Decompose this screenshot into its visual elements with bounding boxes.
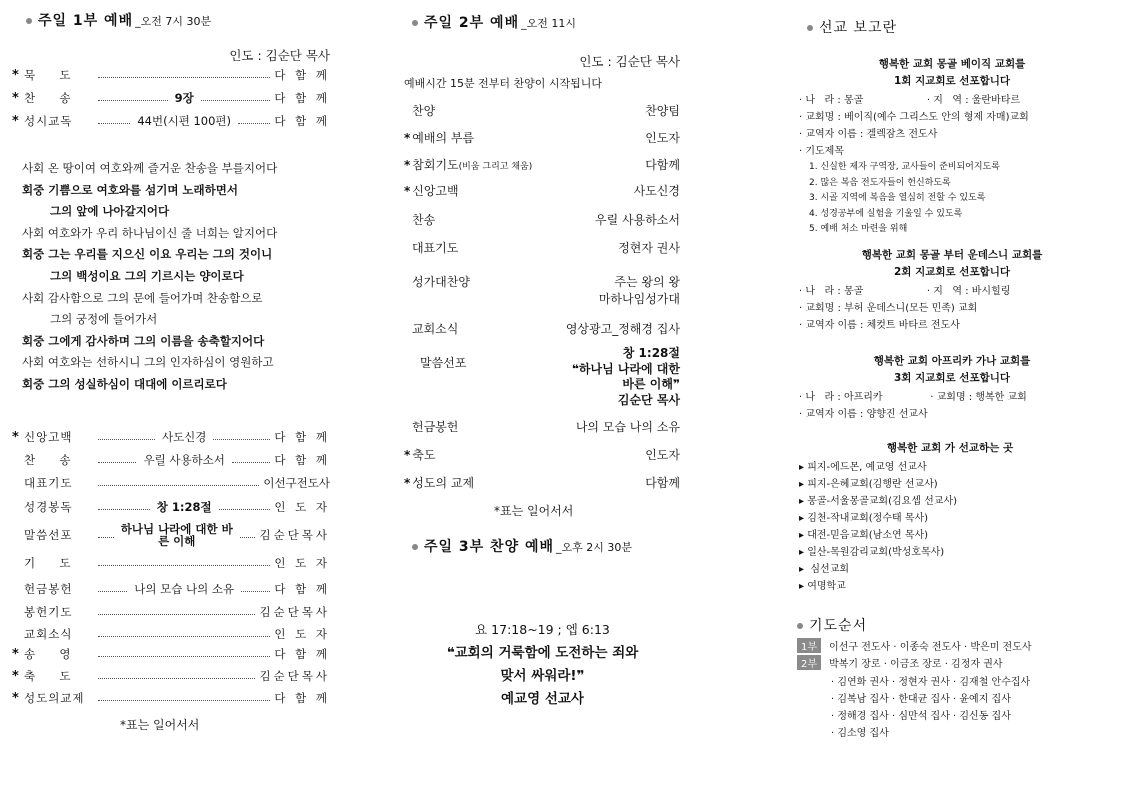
- order-row: [404, 273, 680, 290]
- order-detail: 9장: [174, 91, 194, 105]
- order-label: [404, 273, 470, 290]
- order-label: 말씀선포: [24, 528, 73, 542]
- order-label-text: 헌금봉헌: [412, 420, 459, 434]
- star-mark: *: [404, 158, 411, 172]
- mission-place: ▸ 여명학교: [799, 581, 846, 592]
- order-row: [404, 182, 680, 199]
- order-detail: 우릴 사용하소서: [143, 453, 225, 467]
- service1-top-order: [12, 66, 330, 136]
- dotted-leader: [98, 77, 270, 78]
- mission-block-heading: 행복한 교회 몽골 부터 운데스니 교회를: [861, 248, 1043, 261]
- order-detail: 사도신경: [161, 430, 207, 444]
- service3-verse: 요 17:18~19 ; 엡 6:13: [475, 622, 610, 637]
- dotted-leader: [98, 678, 255, 679]
- order-person: 인 도 자: [274, 627, 330, 641]
- order-detail: 44번(시편 100편): [137, 114, 232, 128]
- mission-place: ▸ 대전-믿음교회(남소연 목사): [799, 530, 929, 541]
- service1-heading: [26, 10, 211, 30]
- star-mark: *: [12, 690, 19, 706]
- star-mark: *: [404, 448, 411, 462]
- order-label: 헌금봉헌: [24, 582, 73, 596]
- order-row: [404, 102, 680, 119]
- order-label-text: 성가대찬양: [412, 275, 470, 289]
- service2-time: _오전 11시: [521, 17, 576, 30]
- order-detail: 창 1:28절: [156, 500, 212, 514]
- order-label-text: 교회소식: [412, 322, 459, 336]
- prayer-names-line: · 김복남 집사 · 한대균 집사 · 윤예지 집사: [831, 694, 1011, 705]
- order-label-note: (비움 그리고 채움): [458, 162, 533, 172]
- order-row: [12, 554, 330, 572]
- order-label-text: 참회기도: [412, 158, 459, 172]
- dotted-leader: [98, 636, 270, 637]
- order-row: [12, 428, 330, 446]
- service1-title: 주일 1부 예배: [38, 13, 134, 29]
- service3-time: _오후 2시 30분: [556, 541, 633, 554]
- mission-block-subheading: 2회 지교회로 선포합니다: [893, 265, 1011, 278]
- sermon-line: 창 1:28절: [622, 346, 680, 360]
- order-row: [404, 446, 680, 463]
- order-row: [404, 156, 680, 173]
- service2-sermon: [404, 346, 680, 408]
- order-row: [404, 320, 680, 337]
- order-label: [404, 446, 435, 463]
- mission-info-line: · 교회명 : 베이직(예수 그리스도 안의 형제 자매)교회: [799, 112, 1029, 123]
- order-label: 기 도: [24, 556, 72, 570]
- mission-place: ▸ 피지-에드몬, 예교영 선교사: [799, 462, 927, 473]
- star-mark: *: [12, 668, 19, 684]
- prayer-order-title: 기도순서: [809, 618, 868, 634]
- order-row: [12, 689, 330, 707]
- order-row: [12, 112, 330, 130]
- order-label: 찬 송: [24, 453, 72, 467]
- order-row: [12, 522, 331, 548]
- mission-blocks: [799, 56, 1105, 436]
- responsive-line: 회중 기쁨으로 여호와를 섬기며 노래하면서: [22, 182, 238, 197]
- order-person: 영상광고_정해경 집사: [565, 322, 680, 336]
- sermon-line: 바른 이해❞: [622, 377, 680, 391]
- order-label: [404, 156, 532, 173]
- order-person: 다 함 께: [274, 691, 330, 705]
- order-label: [404, 129, 474, 146]
- service2-title: 주일 2부 예배: [424, 15, 520, 31]
- order-label-text: 성도의 교제: [412, 476, 475, 490]
- dotted-leader: [201, 100, 271, 101]
- order-person: 인도자: [645, 448, 680, 462]
- service2-note: 예배시간 15분 전부터 찬양이 시작됩니다: [404, 77, 602, 90]
- order-row: [404, 129, 680, 146]
- bullet-dot-icon: [797, 623, 803, 629]
- responsive-line: 회중 그의 성실하심이 대대에 이르리로다: [22, 377, 227, 391]
- order-label: 송 영: [24, 647, 72, 661]
- order-person: 다 함 께: [274, 582, 331, 596]
- first-service-tag: 1부: [797, 638, 821, 653]
- sermon-line: 김순단 목사: [617, 392, 680, 407]
- order-row: [12, 667, 330, 685]
- dotted-leader: [98, 100, 168, 101]
- order-label: 찬 송: [24, 91, 72, 105]
- service3-line1: ❝교회의 거룩함에 도전하는 죄와: [446, 645, 639, 661]
- mission-place: ▸ 심선교회: [799, 564, 850, 575]
- prayer-second-names: 박복기 장로 · 이금조 장로 · 김정자 권사: [829, 659, 1003, 670]
- order-person: 찬양팀: [645, 104, 680, 118]
- order-row: [12, 89, 330, 107]
- order-row: [12, 580, 330, 598]
- mission-block-subheading: 1회 지교회로 선포합니다: [893, 75, 1011, 87]
- dotted-leader: [98, 462, 136, 463]
- order-detail: 나의 모습 나의 소유: [134, 582, 235, 596]
- order-person: 마하나임성가대: [598, 292, 680, 306]
- mission-place: ▸ 몽골-서울몽골교회(김요셉 선교사): [799, 496, 958, 507]
- responsive-line: 사회 온 땅이여 여호와께 즐거운 찬송을 부를지어다: [22, 161, 278, 175]
- bullet-dot-icon: [412, 544, 418, 550]
- dotted-leader: [240, 537, 256, 538]
- service1-footnote: *표는 일어서서: [120, 718, 200, 732]
- prayer-topic: 4. 성경공부에 실험을 기울일 수 있도록: [809, 208, 963, 219]
- prayer-first-row: [797, 638, 1032, 653]
- star-mark: *: [12, 113, 19, 129]
- prayer-topic: 2. 많은 복음 전도자들이 헌신하도록: [809, 177, 951, 188]
- service2-order-after: [404, 418, 680, 498]
- order-label: [404, 474, 474, 491]
- order-row: [404, 418, 680, 435]
- order-label-text: 찬양: [412, 104, 436, 118]
- order-person: 김순단목사: [259, 669, 330, 683]
- service1-time: _오전 7시 30분: [135, 15, 212, 28]
- service3-speaker: 예교영 선교사: [501, 691, 584, 707]
- dotted-leader: [241, 591, 270, 592]
- responsive-line: 사회 여호와는 선하시니 그의 인자하심이 영원하고: [22, 355, 274, 370]
- dotted-leader: [98, 485, 259, 486]
- dotted-leader: [98, 123, 130, 124]
- service1-order: [12, 428, 330, 718]
- order-person: 김순단목사: [259, 605, 330, 619]
- order-label-text: 신앙고백: [412, 184, 459, 198]
- mission-info-line: · 나 라 : 몽골 · 지 역 : 울란바타르: [799, 95, 1021, 106]
- order-label: [404, 290, 412, 307]
- mission-info-line: · 교역자 이름 : 양향진 선교사: [799, 408, 928, 420]
- prayer-topic: 1. 신실한 제자 구역장, 교사들이 준비되어지도록: [809, 162, 1000, 172]
- order-person: 주는 왕의 왕: [614, 275, 680, 289]
- responsive-line: 사회 여호와가 우리 하나님이신 줄 너희는 알지어다: [22, 225, 278, 240]
- order-label: 성경봉독: [24, 500, 73, 514]
- mission-place: ▸ 김천-작내교회(정수태 목사): [799, 513, 929, 524]
- mission-place: ▸ 일산-목원감리교회(박성호목사): [799, 547, 945, 558]
- order-person: 다 함 께: [274, 91, 331, 105]
- order-person: 다 함 께: [274, 647, 330, 661]
- order-detail: 하나님 나라에 대한 바른 이해: [120, 522, 233, 548]
- order-label: 축 도: [24, 669, 72, 683]
- dotted-leader: [98, 565, 270, 566]
- order-row: [12, 645, 330, 663]
- second-service-tag: 2부: [797, 655, 821, 670]
- order-person: 다 함 께: [274, 114, 331, 128]
- sermon-lines: [572, 346, 680, 408]
- dotted-leader: [238, 123, 270, 124]
- mission-info-line: · 나 라 : 아프리카 · 교회명 : 행복한 교회: [799, 391, 1027, 403]
- order-label: 교회소식: [24, 627, 73, 641]
- dotted-leader: [213, 439, 270, 440]
- order-person: 김순단목사: [259, 528, 331, 542]
- mission-heading: [807, 17, 897, 37]
- service2-presider: 인도 : 김순단 목사: [579, 54, 680, 69]
- prayer-second-row: [797, 655, 1003, 670]
- service2-order: [404, 98, 680, 343]
- order-row: [12, 451, 330, 469]
- responsive-line: 회중 그는 우리를 지으신 이요 우리는 그의 것이니: [22, 247, 273, 262]
- mission-title: 선교 보고란: [819, 20, 898, 36]
- dotted-leader: [98, 439, 155, 440]
- order-person: 다함께: [645, 158, 680, 172]
- order-person: 이선구전도사: [263, 476, 330, 490]
- star-mark: *: [404, 184, 411, 198]
- dotted-leader: [98, 509, 150, 510]
- mission-places: [799, 458, 1105, 593]
- bullet-dot-icon: [807, 25, 813, 31]
- dotted-leader: [98, 700, 270, 701]
- star-mark: *: [404, 131, 411, 145]
- responsive-line: 사회 감사함으로 그의 문에 들어가며 찬송함으로: [22, 290, 263, 305]
- service3-title: 주일 3부 찬양 예배: [424, 539, 555, 555]
- mission-info-line: · 교역자 이름 : 겔렉잠츠 전도사: [799, 129, 938, 140]
- order-label: [404, 211, 435, 228]
- responsive-line: 그의 궁정에 들어가서: [50, 312, 158, 327]
- order-row: [12, 625, 330, 643]
- star-mark: *: [12, 646, 19, 662]
- order-label: 봉헌기도: [24, 605, 73, 619]
- mission-info-line: · 교역자 이름 : 체컷트 바타르 전도사: [799, 319, 960, 331]
- order-row: [404, 211, 680, 228]
- order-person: 인 도 자: [274, 556, 330, 570]
- order-person: 다 함 께: [274, 430, 331, 444]
- prayer-names-line: · 김소영 집사: [831, 728, 889, 739]
- order-label-text: 찬송: [412, 213, 436, 227]
- order-label: [404, 239, 458, 256]
- order-person: 다 함 께: [274, 453, 330, 467]
- service3-heading: [412, 536, 632, 556]
- star-mark: *: [12, 67, 19, 83]
- order-label: [404, 182, 459, 199]
- mission-place: ▸ 피지-은혜교회(김행란 선교사): [799, 479, 938, 490]
- bullet-dot-icon: [412, 20, 418, 26]
- order-label: 묵 도: [24, 68, 72, 82]
- dotted-leader: [98, 656, 270, 657]
- bullet-dot-icon: [26, 18, 32, 24]
- prayer-order-heading: [797, 615, 867, 635]
- service3-line2: 맞서 싸워라!❞: [500, 668, 585, 684]
- order-person: 나의 모습 나의 소유: [575, 420, 680, 434]
- order-label-text: 예배의 부름: [412, 131, 475, 145]
- order-label: [404, 320, 458, 337]
- prayer-first-names: 이선구 전도사 · 이종숙 전도사 · 박은미 전도사: [829, 642, 1032, 653]
- prayer-more-names: [831, 673, 1101, 743]
- order-row: [12, 498, 330, 516]
- prayer-names-line: · 정해경 집사 · 심만석 집사 · 김신동 집사: [831, 711, 1011, 722]
- sermon-line: ❝하나님 나라에 대한: [571, 361, 680, 376]
- mission-info-line: · 기도제목: [799, 146, 844, 157]
- responsive-line: 그의 백성이요 그의 기르시는 양이로다: [50, 269, 244, 283]
- prayer-topic: 3. 시골 지역에 복음을 열심히 전할 수 있도록: [809, 193, 986, 203]
- star-mark: *: [404, 476, 411, 490]
- order-person: 정현자 권사: [618, 241, 680, 255]
- dotted-leader: [98, 591, 127, 592]
- mission-info-line: · 나 라 : 몽골 · 지 역 : 바시힐링: [799, 285, 1011, 297]
- dotted-leader: [232, 462, 270, 463]
- responsive-line: 그의 앞에 나아갈지어다: [50, 204, 170, 219]
- order-row: [404, 474, 680, 491]
- order-row: [404, 290, 680, 307]
- order-label: 성도의교제: [24, 691, 85, 705]
- order-row: [12, 66, 330, 84]
- order-person: 우릴 사용하소서: [595, 213, 680, 227]
- order-row: [12, 603, 330, 621]
- responsive-line: 회중 그에게 감사하며 그의 이름을 송축할지어다: [22, 333, 265, 348]
- order-label: 성시교독: [24, 114, 73, 128]
- responsive-reading: [12, 160, 330, 400]
- order-person: 다함께: [645, 476, 680, 490]
- mission-info-line: · 교회명 : 부허 운데스니(모든 민족) 교회: [799, 302, 978, 314]
- order-person: 인도자: [645, 131, 680, 145]
- order-person: 다 함 께: [274, 68, 330, 82]
- mission-block-heading: 행복한 교회 몽골 베이직 교회를: [878, 58, 1026, 70]
- prayer-topic: 5. 예배 처소 마련을 위해: [809, 224, 908, 234]
- order-label: [404, 102, 435, 119]
- service1-presider: 인도 : 김순단 목사: [229, 48, 330, 63]
- star-mark: *: [12, 90, 19, 106]
- order-label-text: 축도: [412, 448, 436, 462]
- places-title: 행복한 교회 가 선교하는 곳: [886, 442, 1014, 454]
- dotted-leader: [219, 509, 271, 510]
- order-person: 사도신경: [633, 184, 680, 198]
- service2-footnote: *표는 일어서서: [494, 504, 574, 518]
- mission-block-heading: 행복한 교회 아프리카 가나 교회를: [873, 354, 1031, 367]
- order-label: 대표기도: [24, 476, 73, 490]
- order-label: 신앙고백: [24, 430, 73, 444]
- prayer-names-line: · 김연화 권사 · 정현자 권사 · 김재철 안수집사: [831, 677, 1031, 688]
- order-label: [404, 418, 458, 435]
- sermon-label: 말씀선포: [420, 356, 467, 370]
- order-row: [12, 474, 330, 492]
- service2-heading: [412, 12, 576, 32]
- star-mark: *: [12, 429, 19, 445]
- mission-block-subheading: 3회 지교회로 선포합니다: [893, 371, 1011, 384]
- order-label-text: 대표기도: [412, 241, 459, 255]
- order-person: 인 도 자: [274, 500, 330, 514]
- dotted-leader: [98, 614, 255, 615]
- dotted-leader: [98, 537, 114, 538]
- order-row: [404, 239, 680, 256]
